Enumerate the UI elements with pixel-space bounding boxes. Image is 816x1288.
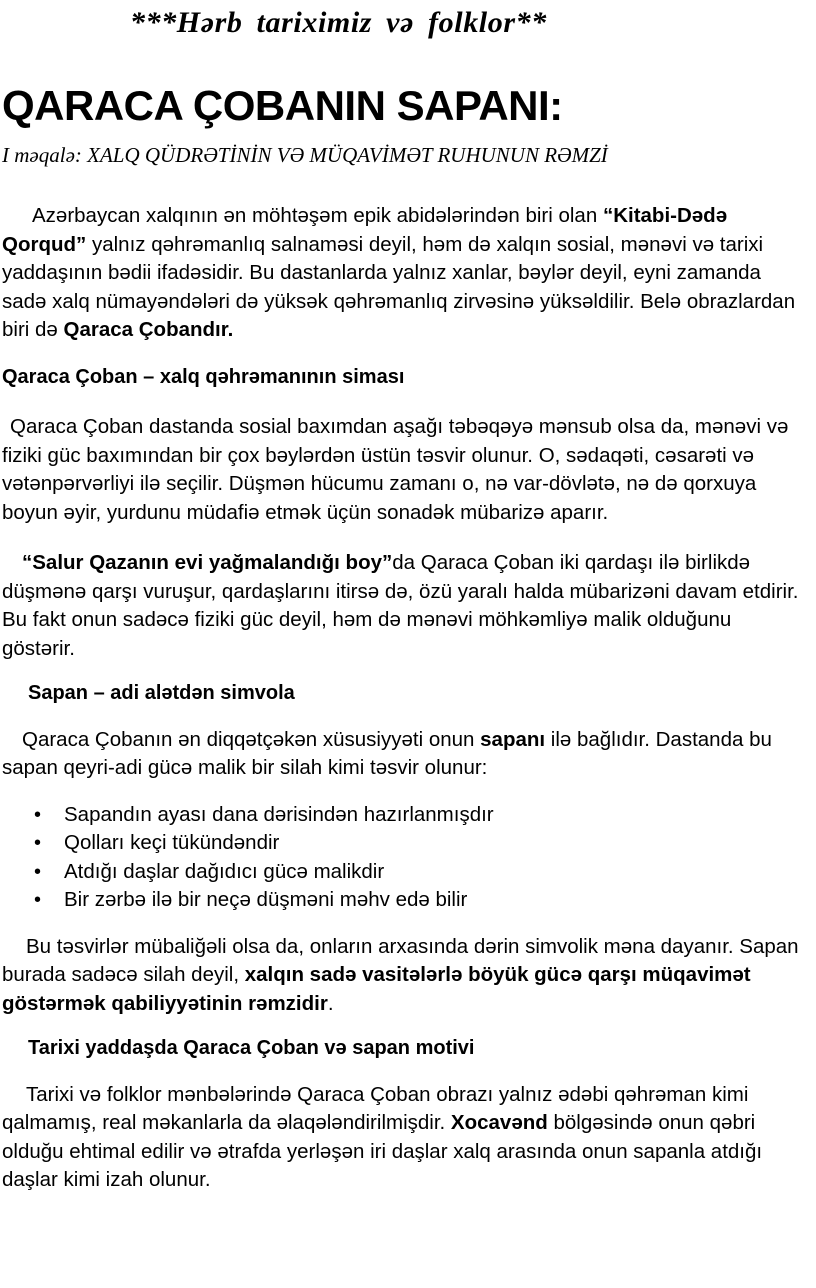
memory-text-2: bölgəsində onun qəbri olduğu ehtimal edilir və ətrafda yerləşən iri daşlar xalq arasında onun sapanla atdığı daşlar kimi izah olunur. <box>2 1111 763 1191</box>
list-item-text: Bir zərbə ilə bir neçə düşməni məhv edə bilir <box>64 888 468 911</box>
list-item-text: Atdığı daşlar dağıdıcı gücə malikdir <box>64 859 385 883</box>
sling-bold-word: sapanı <box>480 727 546 751</box>
list-item-text: Sapandın ayası dana dərisindən hazırlanmışdır <box>64 802 494 826</box>
intro-text-2: yalnız qəhrəmanlıq salnaməsi deyil, həm də xalqın sosial, mənəvi və tarixi yaddaşının bədii ifadəsidir. Bu dastanlarda yalnız xanlar, bəylər deyil, eyni zamanda sadə xalq nümayəndələri də yüksək qəhrəmanlıq zirvəsinə yüksəldilir. Belə obrazlardan biri də <box>2 232 796 341</box>
intro-bold-hero: Qaraca Çobandır. <box>63 318 234 341</box>
list-item <box>34 829 808 858</box>
symbolism-bold-statement: xalqın sadə vasitələrlə böyük gücə qarşı müqavimət göstərmək qabiliyyətinin rəmzidir <box>2 963 751 1015</box>
sling-paragraph <box>2 726 808 783</box>
memory-text-1: Tarixi və folklor mənbələrində Qaraca Çoban obrazı yalnız ədəbi qəhrəman kimi qalmamış, real məkanlarla da əlaqələndirilmişdir. <box>2 1082 749 1134</box>
list-item <box>34 801 808 830</box>
symbolism-text-2: . <box>327 991 334 1015</box>
memory-bold-place: Xocavənd <box>450 1111 548 1134</box>
bullet-icon: • <box>34 889 42 911</box>
bullet-icon: • <box>34 803 42 826</box>
section-heading-sling: Sapan – adi alətdən simvola <box>28 682 295 704</box>
article-body <box>2 202 808 1195</box>
sling-text-1: Qaraca Çobanın ən diqqətçəkən xüsusiyyəti onun <box>22 727 481 751</box>
hero-paragraph: Qaraca Çoban dastanda sosial baxımdan aşağı təbəqəyə mənsub olsa da, mənəvi və fiziki güc baxımından bir çox bəylərdən üstün təsvir olunur. O, sədaqəti, cəsarəti və vətənpərvərliyi ilə seçilir. Düşmən hücumu zamanı o, nə var-dövlətə, nə də qorxuya boyun əyir, yurdunu müdafiə etmək üçün sonadək mübarizə aparır. <box>2 415 789 524</box>
symbolism-paragraph <box>2 933 808 1019</box>
battle-paragraph <box>2 549 808 663</box>
battle-text: da Qaraca Çoban iki qardaşı ilə birlikdə düşmənə qarşı vuruşur, qardaşlarını itirsə də, özü yaralı halda mübarizəni davam etdirir. Bu fakt onun sadəcə fiziki güc deyil, həm də mənəvi möhkəmliyə malik olduğunu göstərir. <box>2 551 799 660</box>
list-item <box>34 858 808 887</box>
article-subtitle <box>2 143 608 168</box>
symbolism-text-1: Bu təsvirlər mübaliğəli olsa da, onların arxasında dərin simvolik məna dayanır. Sapan burada sadəcə silah deyil, <box>2 934 799 986</box>
sling-features-list <box>2 801 808 915</box>
subtitle-text: XALQ QÜDRƏTİNİN VƏ MÜQAVİMƏT RUHUNUN RƏMZİ <box>81 143 608 167</box>
page-title: QARACA ÇOBANIN SAPANI: <box>2 82 563 129</box>
section-heading-memory: Tarixi yaddaşda Qaraca Çoban və sapan motivi <box>28 1037 475 1059</box>
section-heading-hero: Qaraca Çoban – xalq qəhrəmanının siması <box>2 365 405 388</box>
battle-bold-chapter: “Salur Qazanın evi yağmalandığı boy” <box>22 551 393 574</box>
list-item-text: Qolları keçi tükündəndir <box>64 831 280 854</box>
intro-paragraph <box>2 202 808 345</box>
section-kicker: ***Hərb tariximiz və folklor** <box>130 6 547 39</box>
bullet-icon: • <box>34 832 42 854</box>
subtitle-prefix: I məqalə: <box>2 143 82 167</box>
intro-text-1: Azərbaycan xalqının ən möhtəşəm epik abidələrindən biri olan <box>32 204 603 227</box>
list-item <box>34 886 808 915</box>
intro-bold-book-title: “Kitabi-Dədə Qorqud” <box>2 204 728 256</box>
bullet-icon: • <box>34 860 42 883</box>
memory-paragraph <box>2 1081 808 1195</box>
sling-text-2: ilə bağlıdır. Dastanda bu sapan qeyri-adi gücə malik bir silah kimi təsvir olunur: <box>2 727 772 779</box>
